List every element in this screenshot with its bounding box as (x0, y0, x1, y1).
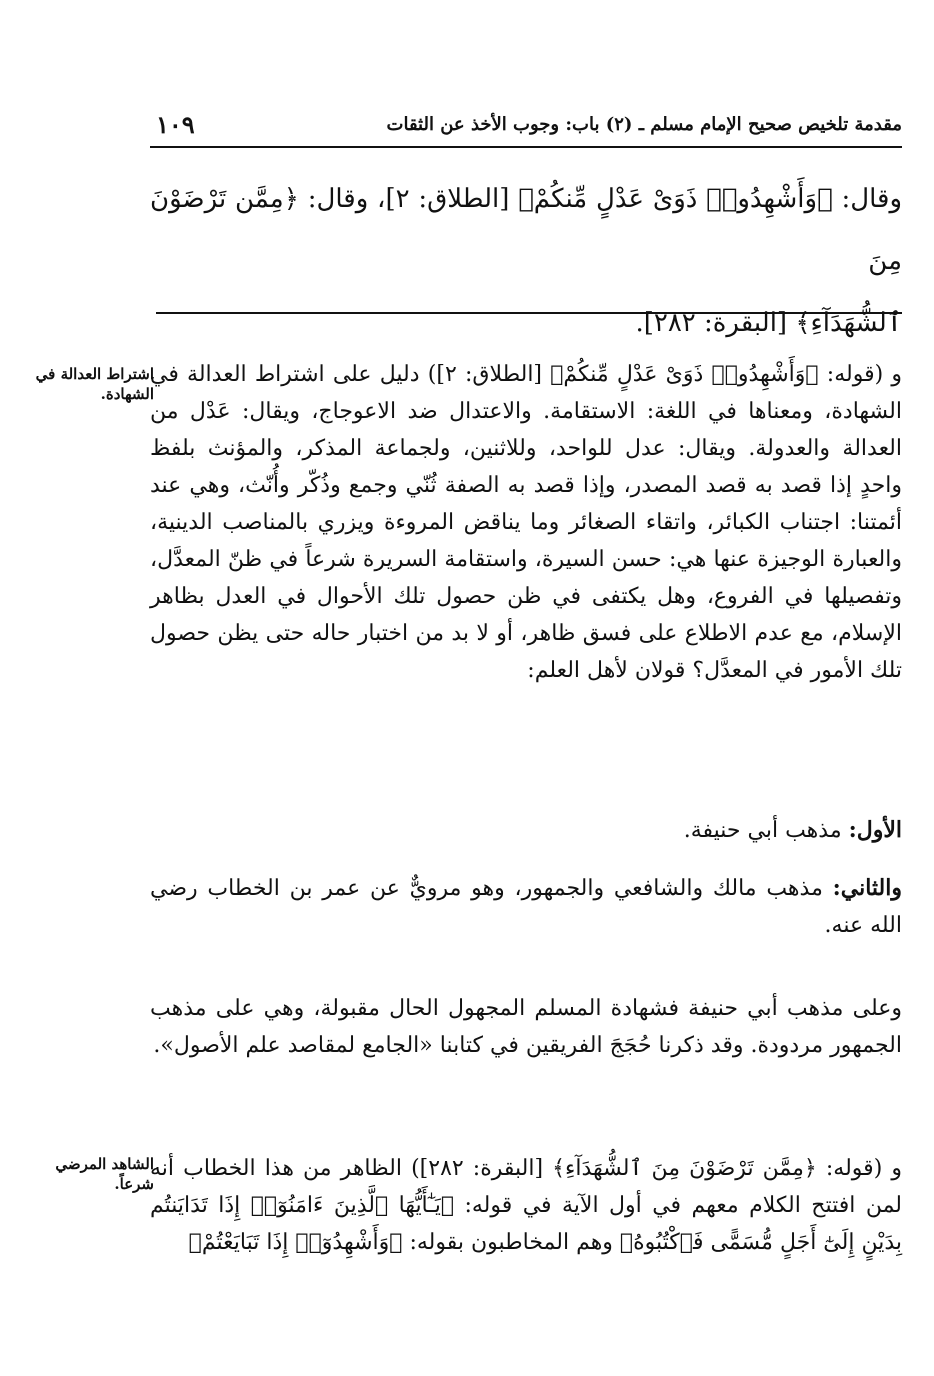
header-title: مقدمة تلخيص صحيح الإمام مسلم ـ (٢) باب: وجوب الأخذ عن الثقات (386, 114, 902, 135)
header-divider (150, 146, 902, 148)
commentary-paragraph-3 (150, 870, 902, 944)
commentary-paragraph-1: و (قوله: ﴿وَأَشْهِدُوا۟ ذَوَىْ عَدْلٍ مِّنكُمْ﴾ [الطلاق: ٢]) دليل على اشتراط العدالة في الشهادة، ومعناها في اللغة: الاستقامة. والاعتدال ضد الاعوجاج، ويقال: عَدْل من العدالة والعدولة. ويقال: عدل للواحد، وللاثنين، ولجماعة المذكر، والمؤنث بلفظ واحدٍ إذا قصد به قصد المصدر، وإذا قصد به الصفة ثُنّي وجمع وذُكّر وأُنّث، وهي عند أئمتنا: اجتناب الكبائر، واتقاء الصغائر وما يناقض المروءة ويزري بالمناصب الدينية، والعبارة الوجيزة عنها هي: حسن السيرة، واستقامة السريرة شرعاً في ظنّ المعدَّل، وتفصيلها في الفروع، وهل يكتفى في ظن حصول تلك الأحوال في العدل بظاهر الإسلام، مع عدم الاطلاع على فسق ظاهر، أو لا بد من اختبار حاله حتى يظن حصول تلك الأمور في المعدَّل؟ قولان لأهل العلم: (150, 362, 903, 683)
paragraph-label: والثاني: (832, 875, 902, 901)
main-text-line-2: ٱلشُّهَدَآءِ﴾ [البقرة: ٢٨٢]. (635, 308, 902, 338)
side-note-1: اشتراط العدالة في الشهادة. (35, 365, 154, 403)
commentary-paragraph-5: و (قوله: ﴿مِمَّن تَرْضَوْنَ مِنَ ٱلشُّهَدَآءِ﴾ [البقرة: ٢٨٢]) الظاهر من هذا الخطاب أنه لمن افتتح الكلام معهم في أول الآية في قوله: ﴿يَـٰٓأَيُّهَا ٱلَّذِينَ ءَامَنُوٓا۟ إِذَا تَدَايَنتُم بِدَيْنٍ إِلَىٰٓ أَجَلٍ مُّسَمًّى فَٱكْتُبُوهُ﴾ وهم المخاطبون بقوله: ﴿وَأَشْهِدُوٓا۟ إِذَا تَبَايَعْتُمْ﴾ (150, 1156, 902, 1255)
main-text (150, 168, 902, 354)
main-divider (156, 312, 902, 314)
main-text-line-1: وقال: ﴿وَأَشْهِدُوا۟ ذَوَىْ عَدْلٍ مِّنكُمْ﴾ [الطلاق: ٢]، وقال: ﴿مِمَّن تَرْضَوْنَ مِنَ (150, 184, 903, 276)
paragraph-text: مذهب أبي حنيفة. (683, 818, 849, 843)
running-header (150, 110, 902, 150)
page-number: ١٠٩ (156, 110, 195, 139)
side-note-2: الشاهد المرضي شرعاً. (55, 1155, 154, 1193)
commentary-paragraph-4: وعلى مذهب أبي حنيفة فشهادة المسلم المجهول الحال مقبولة، وهي على مذهب الجمهور مردودة. وقد ذكرنا حُجَجَ الفريقين في كتابنا «الجامع لمقاصد علم الأصول». (150, 996, 903, 1058)
commentary-paragraph-2 (150, 812, 902, 849)
paragraph-label: الأول: (848, 817, 902, 843)
paragraph-text: مذهب مالك والشافعي والجمهور، وهو مرويٌّ عن عمر بن الخطاب رضي الله عنه. (150, 876, 902, 938)
